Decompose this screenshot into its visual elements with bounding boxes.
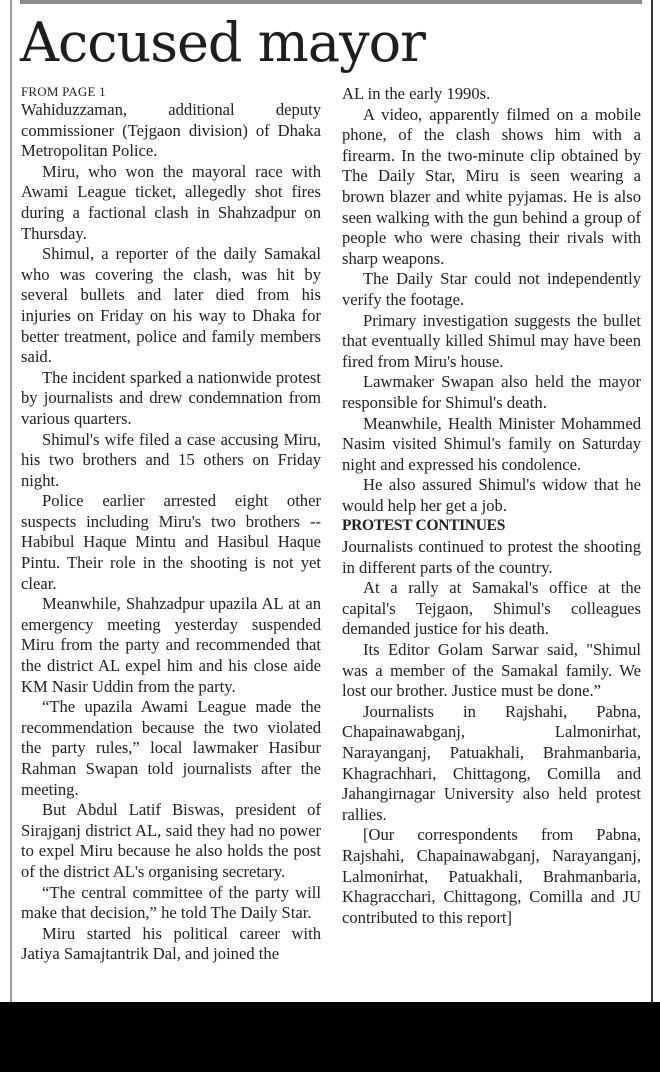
paragraph: Primary investigation suggests the bullet that eventually killed Shimul may have been fired from Miru's house.: [342, 310, 641, 371]
paragraph: Lawmaker Swapan also held the mayor responsible for Shimul's death.: [342, 372, 641, 412]
kicker: FROM PAGE 1: [21, 84, 106, 99]
paragraph: Journalists in Rajshahi, Pabna, Chapainawabganj, Lalmonirhat, Narayanganj, Patuakhali, Brahmanbaria, Khagrachhari, Chittagong, Comilla and Jahangirnagar University also held protest rallies.: [342, 701, 641, 824]
paragraph: “The upazila Awami League made the recommendation because the two violated the party rules,” local lawmaker Hasibur Rahman Swapan told journalists after the meeting.: [21, 697, 321, 799]
paragraph: Miru started his political career with Jatiya Samajtantrik Dal, and joined the: [21, 923, 321, 964]
paragraph: Journalists continued to protest the shooting in different parts of the country.: [342, 537, 641, 577]
paragraph: Its Editor Golam Sarwar said, "Shimul was a member of the Samakal family. We lost our brother. Justice must be done.”: [342, 640, 641, 701]
paragraph: Meanwhile, Health Minister Mohammed Nasim visited Shimul's family on Saturday night and expressed his condolence.: [342, 413, 641, 474]
subhead: PROTEST CONTINUES: [342, 517, 506, 535]
left-column: [21, 84, 321, 965]
paragraph: The incident sparked a nationwide protest by journalists and drew condemnation from various quarters.: [21, 367, 321, 428]
paragraph: [Our correspondents from Pabna, Rajshahi, Chapainawabganj, Narayanganj, Lalmonirhat, Patuakhali, Brahmanbaria, Khagracchari, Chittagong, Comilla and JU contributed to this report]: [342, 825, 641, 927]
paragraph: At a rally at Samakal's office at the capital's Tejgaon, Shimul's colleagues demanded justice for his death.: [342, 578, 641, 639]
paragraph: AL in the early 1990s.: [342, 84, 491, 103]
headline: Accused mayor: [20, 11, 425, 74]
paragraph: “The central committee of the party will make that decision,” he told The Daily Star.: [21, 882, 321, 923]
left-border-rule: [10, 0, 12, 1002]
paragraph: Shimul, a reporter of the daily Samakal who was covering the clash, was hit by several bullets and later died from his injuries on Friday on his way to Dhaka for better treatment, police and family members said.: [21, 244, 321, 367]
paragraph: Wahiduzzaman, additional deputy commissioner (Tejgaon division) of Dhaka Metropolitan Police.: [21, 100, 321, 161]
paragraph: But Abdul Latif Biswas, president of Sirajganj district AL, said they had no power to expel Miru because he also holds the post of the district AL's organising secretary.: [21, 800, 321, 881]
right-column: [342, 84, 641, 928]
paragraph: Shimul's wife filed a case accusing Miru, his two brothers and 15 others on Friday night.: [21, 429, 321, 490]
paragraph: Meanwhile, Shahzadpur upazila AL at an emergency meeting yesterday suspended Miru from the party and recommended that the district AL expel him and his close aide KM Nasir Uddin from the party.: [21, 594, 321, 696]
right-border-rule: [651, 0, 653, 1002]
paragraph: The Daily Star could not independently verify the footage.: [342, 269, 641, 309]
paragraph: Police earlier arrested eight other suspects including Miru's two brothers -- Habibul Haque Mintu and Hasibul Haque Pintu. Their role in the shooting is not yet clear.: [21, 491, 321, 593]
paragraph: He also assured Shimul's widow that he would help her get a job.: [342, 475, 641, 515]
top-rule: [20, 0, 642, 4]
paragraph: A video, apparently filmed on a mobile phone, of the clash shows him with a firearm. In the two-minute clip obtained by The Daily Star, Miru is seen wearing a brown blazer and white pyjamas. He is also seen walking with the gun behind a group of people who were chasing their rivals with sharp weapons.: [342, 104, 641, 268]
paragraph: Miru, who won the mayoral race with Awami League ticket, allegedly shot fires during a factional clash in Shahzadpur on Thursday.: [21, 161, 321, 243]
